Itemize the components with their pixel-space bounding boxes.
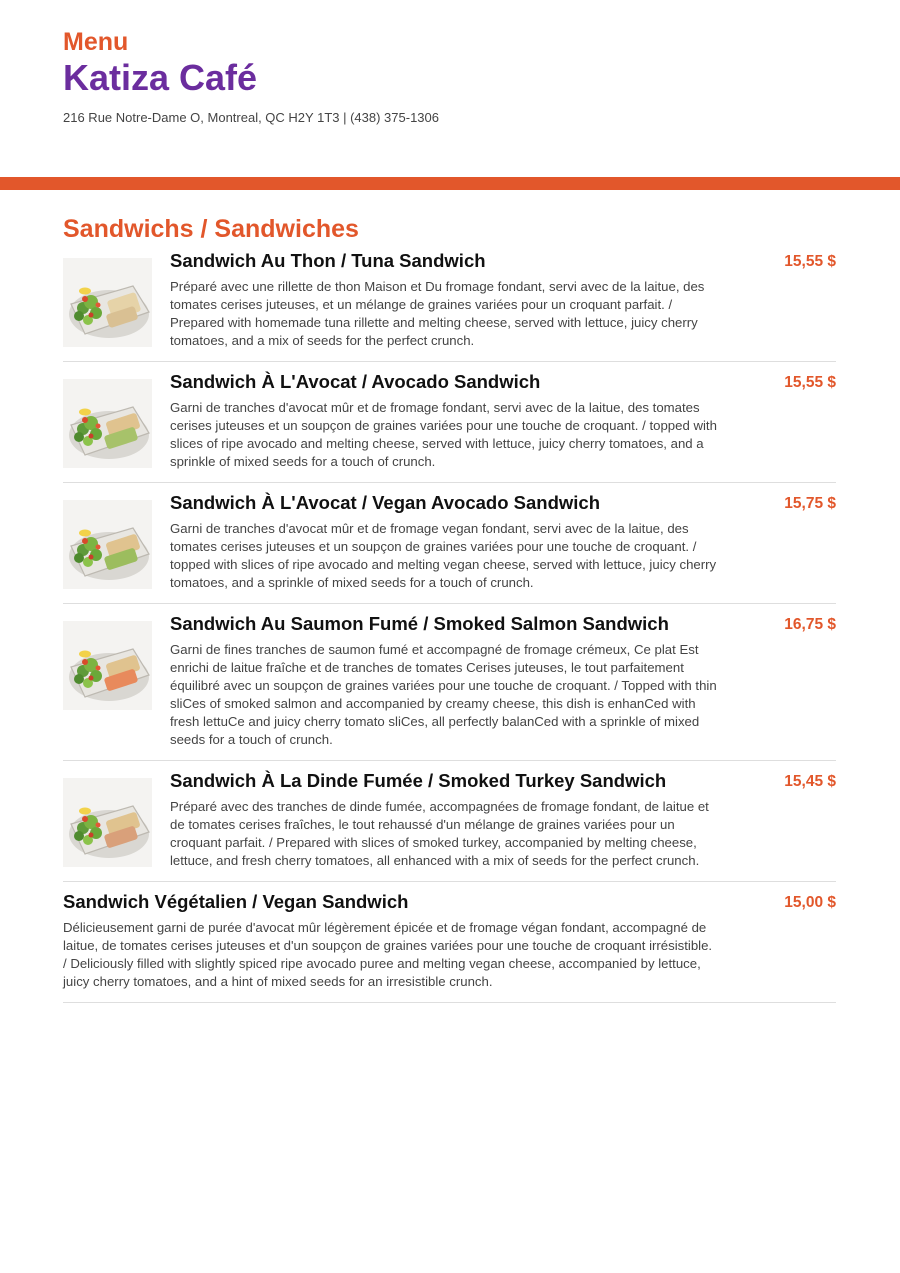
avocado-sandwich-image	[63, 379, 152, 468]
dish-image	[63, 621, 152, 710]
item-price: 15,55 $	[784, 253, 836, 270]
smoked-salmon-sandwich-image	[63, 621, 152, 710]
smoked-turkey-sandwich-image	[63, 778, 152, 867]
menu-item-avocado	[63, 371, 836, 483]
item-description: Garni de tranches d'avocat mûr et de fromage fondant, servi avec de la laitue, des tomates cerises juteuses et un soupçon de graines variées pour une touche de croquant. / topped with slices of ripe avocado and melting cheese, served with lettuce, juicy cherry tomatoes, and a sprinkle of mixed seeds for a touch of crunch.	[170, 400, 717, 469]
dish-image	[63, 379, 152, 468]
item-description: Préparé avec des tranches de dinde fumée, accompagnées de fromage fondant, de laitue et de tomates cerises fraîches, le tout rehaussé d'un mélange de graines variées pour un croquant parfait. / Prepared with slices of smoked turkey, accompanied by melting cheese, lettuce, and fresh cherry tomatoes, all enhanced with a mix of seeds for the perfect crunch.	[170, 799, 709, 868]
dish-image	[63, 778, 152, 867]
menu-item-smoked-turkey	[63, 770, 836, 882]
menu-label: Menu	[63, 28, 129, 56]
item-price: 15,00 $	[784, 894, 836, 911]
menu-item-vegan	[63, 891, 836, 1003]
menu-items-list	[63, 250, 836, 1003]
item-price: 16,75 $	[784, 616, 836, 633]
item-name: Sandwich À L'Avocat / Avocado Sandwich	[170, 371, 541, 392]
item-name: Sandwich Végétalien / Vegan Sandwich	[63, 891, 409, 912]
item-description: Délicieusement garni de purée d'avocat mûr légèrement épicée et de fromage végan fondant, accompagné de laitue, de tomates cerises juteuses et d'un soupçon de graines variées pour une touche de croquant irrésistible. / Deliciously filled with slightly spiced ripe avocado puree and melting vegan cheese, accompanied by lettuce, juicy cherry tomatoes, and a hint of mixed seeds for an irresistible crunch.	[63, 920, 713, 989]
item-description: Préparé avec une rillette de thon Maison et Du fromage fondant, servi avec de la laitue, des tomates cerises juteuses, et un mélange de graines variées pour un croquant parfait. / Prepared with homemade tuna rillette and melting cheese, served with lettuce, juicy cherry tomatoes, and a mix of seeds for the perfect crunch.	[170, 279, 705, 348]
tuna-sandwich-image	[63, 258, 152, 347]
item-price: 15,45 $	[784, 773, 836, 790]
menu-item-vegan-avocado	[63, 492, 836, 604]
vegan-avocado-sandwich-image	[63, 500, 152, 589]
cafe-address: 216 Rue Notre-Dame O, Montreal, QC H2Y 1T3 | (438) 375-1306	[63, 110, 439, 125]
item-name: Sandwich À L'Avocat / Vegan Avocado Sandwich	[170, 492, 600, 513]
menu-header	[63, 28, 439, 126]
menu-item-smoked-salmon	[63, 613, 836, 761]
dish-image	[63, 258, 152, 347]
item-price: 15,75 $	[784, 495, 836, 512]
item-name: Sandwich Au Thon / Tuna Sandwich	[170, 250, 486, 271]
cafe-name: Katiza Café	[63, 57, 258, 98]
item-description: Garni de tranches d'avocat mûr et de fromage vegan fondant, servi avec de la laitue, des tomates cerises juteuses et un soupçon de graines variées pour une touche de croquant. / topped with slices of ripe avocado and melting vegan cheese, served with lettuce, juicy cherry tomatoes, and a sprinkle of mixed seeds for a touch of crunch.	[170, 521, 717, 590]
item-name: Sandwich À La Dinde Fumée / Smoked Turkey Sandwich	[170, 770, 667, 791]
dish-image	[63, 500, 152, 589]
menu-item-tuna	[63, 250, 836, 362]
item-description: Garni de fines tranches de saumon fumé et accompagné de fromage crémeux, Ce plat Est enrichi de laitue fraîche et de tranches de tomates Cerises juteuses, le tout parfaitement équilibré avec un soupçon de graines variées pour une touche de croquant. / Topped with thin sliCes of smoked salmon and accompanied by creamy cheese, this dish is enhanCed with fresh lettuCe and juicy cherry tomato sliCes, all perfectly balanCed with a sprinkle of mixed seeds for a touch of crunch.	[170, 642, 717, 747]
item-name: Sandwich Au Saumon Fumé / Smoked Salmon Sandwich	[170, 613, 669, 634]
sandwiches-section	[63, 214, 836, 1012]
item-price: 15,55 $	[784, 374, 836, 391]
section-title: Sandwichs / Sandwiches	[63, 215, 359, 243]
header-divider-bar	[0, 177, 900, 190]
